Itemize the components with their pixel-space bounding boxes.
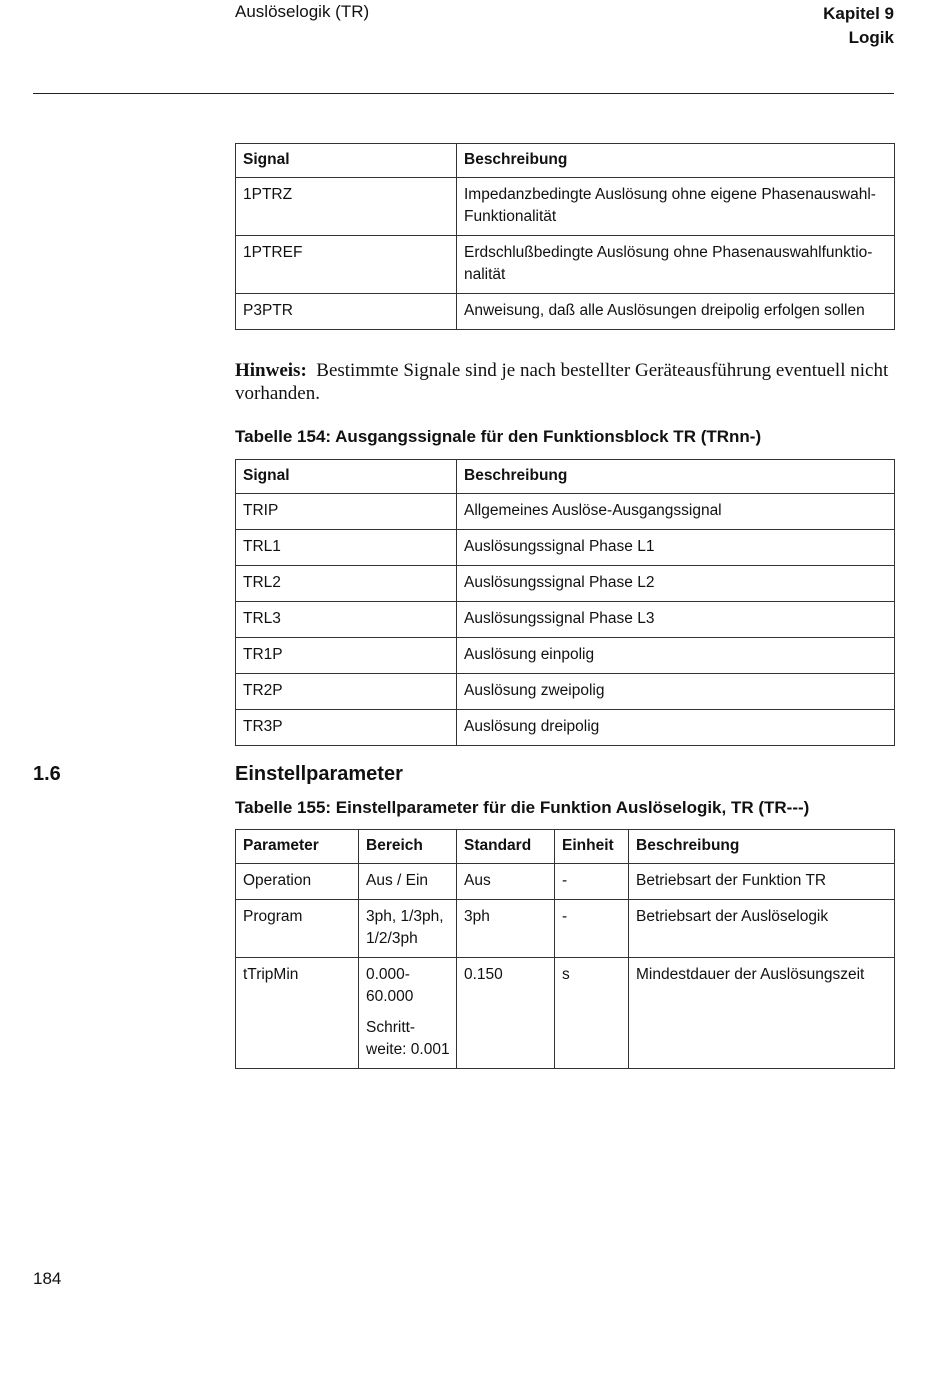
signal-cell: 1PTREF [236,236,457,294]
description-line: Impedanzbedingte Auslösung ohne eigene Phasenauswahl- [464,186,876,203]
table-header-row [236,460,895,494]
range-cell [359,958,457,1069]
step-line: weite: 0.001 [366,1041,450,1058]
column-header: Standard [457,830,555,864]
range-cell [359,864,457,900]
description-cell [457,178,895,236]
signal-cell: TRL3 [236,602,457,638]
step-line: Schritt- [366,1019,416,1036]
output-signal-table [235,459,895,746]
signal-cell: P3PTR [236,294,457,330]
table-caption: Tabelle 154: Ausgangssignale für den Funktionsblock TR (TRnn-) [235,427,762,446]
description-cell: Betriebsart der Funktion TR [629,864,895,900]
description-cell: Auslösungssignal Phase L1 [457,530,895,566]
input-signal-table [235,143,895,330]
settings-parameter-table [235,829,895,1069]
description-cell: Auslösung dreipolig [457,710,895,746]
chapter-number: Kapitel 9 [823,4,894,23]
signal-cell: TRL2 [236,566,457,602]
column-header: Einheit [555,830,629,864]
table-row [236,958,895,1069]
table-row [236,566,895,602]
note-text: Bestimmte Signale sind je nach bestellter Geräteausführung eventuell nicht vorhanden. [235,360,889,404]
table-row [236,710,895,746]
description-line: nalität [464,266,506,283]
default-cell: 0.150 [457,958,555,1069]
section-number: 1.6 [33,763,61,785]
signal-cell: 1PTRZ [236,178,457,236]
table-header-row [236,144,895,178]
note-paragraph [235,359,900,405]
description-cell [457,236,895,294]
table-row [236,602,895,638]
parameter-cell: Operation [236,864,359,900]
table-row [236,674,895,710]
range-line: 1/2/3ph [366,930,418,947]
range-line: Aus / Ein [366,872,429,889]
column-header: Signal [236,460,457,494]
page-number: 184 [33,1269,62,1288]
column-header: Bereich [359,830,457,864]
table-row [236,638,895,674]
description-cell: Allgemeines Auslöse-Ausgangssignal [457,494,895,530]
description-cell: Mindestdauer der Auslösungszeit [629,958,895,1069]
unit-cell: - [555,900,629,958]
range-line: 60.000 [366,988,414,1005]
default-cell: 3ph [457,900,555,958]
description-line: Funktionalität [464,208,557,225]
section-title: Einstellparameter [235,763,403,785]
description-cell [457,294,895,330]
description-cell: Betriebsart der Auslöselogik [629,900,895,958]
column-header: Beschreibung [457,460,895,494]
signal-cell: TR2P [236,674,457,710]
column-header: Signal [236,144,457,178]
header-divider [33,93,894,94]
note-label: Hinweis: [235,360,307,381]
range-cell [359,900,457,958]
description-cell: Auslösungssignal Phase L3 [457,602,895,638]
parameter-cell: tTripMin [236,958,359,1069]
signal-cell: TR1P [236,638,457,674]
signal-cell: TRIP [236,494,457,530]
table-caption: Tabelle 155: Einstellparameter für die Funktion Auslöselogik, TR (TR---) [235,798,810,817]
unit-cell: - [555,864,629,900]
cell-spacer [366,1008,450,1017]
description-cell: Auslösung einpolig [457,638,895,674]
table-row [236,178,895,236]
signal-cell: TRL1 [236,530,457,566]
column-header: Beschreibung [629,830,895,864]
table-row [236,494,895,530]
running-header: Auslöselogik (TR) [235,2,370,21]
chapter-heading [823,2,894,50]
description-line: Erdschlußbedingte Auslösung ohne Phasenauswahlfunktio- [464,244,873,261]
default-cell: Aus [457,864,555,900]
description-cell: Auslösungssignal Phase L2 [457,566,895,602]
table-header-row [236,830,895,864]
description-cell: Auslösung zweipolig [457,674,895,710]
table-row [236,864,895,900]
column-header: Parameter [236,830,359,864]
table-row [236,294,895,330]
column-header: Beschreibung [457,144,895,178]
signal-cell: TR3P [236,710,457,746]
table-row [236,530,895,566]
range-line: 0.000- [366,966,410,983]
range-line: 3ph, 1/3ph, [366,908,444,925]
description-line: Anweisung, daß alle Auslösungen dreipolig erfolgen sollen [464,302,865,319]
table-row [236,236,895,294]
table-row [236,900,895,958]
parameter-cell: Program [236,900,359,958]
unit-cell: s [555,958,629,1069]
chapter-title: Logik [848,28,894,47]
